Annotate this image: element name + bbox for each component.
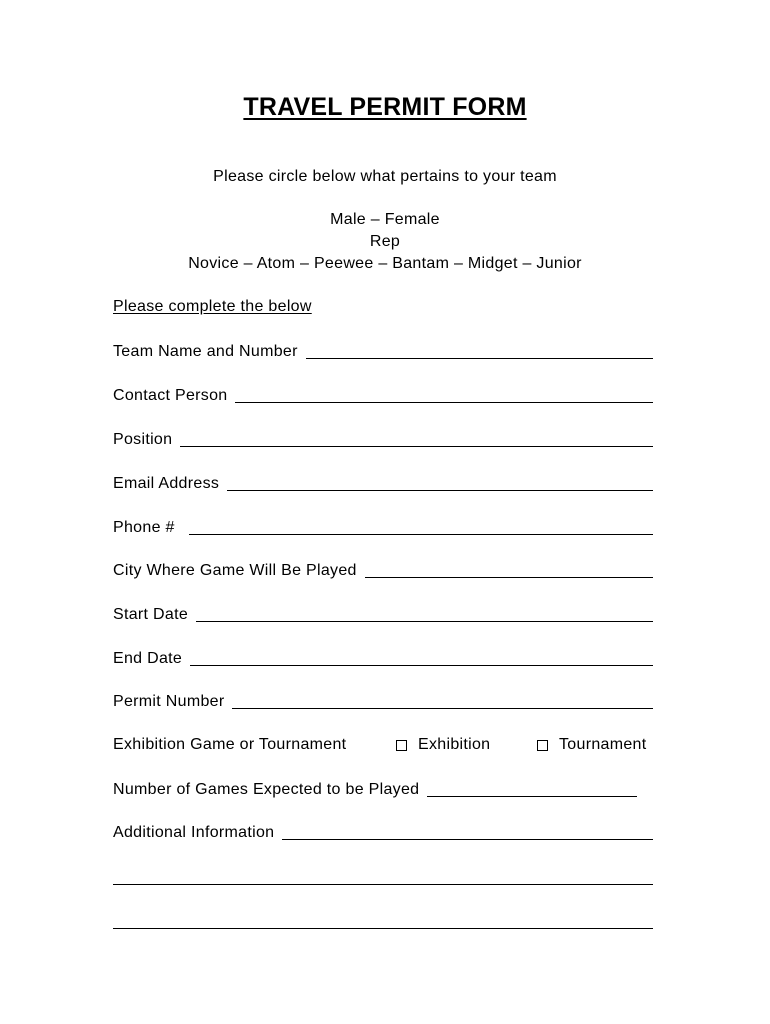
contact-person-field (113, 384, 653, 406)
permit-number-label: Permit Number (113, 693, 225, 710)
end-date-label: End Date (113, 650, 183, 667)
tournament-checkbox[interactable] (537, 740, 548, 751)
contact-person-input-line[interactable] (235, 385, 653, 403)
additional-info-line-3[interactable] (113, 928, 653, 929)
contact-person-label: Contact Person (113, 387, 228, 404)
games-expected-input-line[interactable] (427, 779, 637, 797)
team-name-input-line[interactable] (306, 341, 653, 359)
exhibition-label: Exhibition (418, 736, 491, 753)
section-heading: Please complete the below (113, 298, 312, 315)
end-date-field (113, 647, 653, 669)
form-title: TRAVEL PERMIT FORM (243, 93, 527, 121)
level-option: Rep (369, 233, 401, 250)
email-field (113, 472, 653, 494)
start-date-label: Start Date (113, 606, 189, 623)
start-date-input-line[interactable] (196, 604, 653, 622)
additional-info-input-line[interactable] (282, 822, 653, 840)
team-name-field (113, 340, 653, 362)
games-expected-label: Number of Games Expected to be Played (113, 781, 420, 798)
permit-number-input-line[interactable] (232, 691, 653, 709)
email-label: Email Address (113, 475, 220, 492)
city-input-line[interactable] (365, 560, 653, 578)
start-date-field (113, 603, 653, 625)
tournament-checkbox-option[interactable] (537, 734, 647, 756)
division-options: Novice – Atom – Peewee – Bantam – Midget – Junior (188, 255, 582, 272)
position-field (113, 428, 653, 450)
phone-input-line[interactable] (189, 517, 653, 535)
additional-info-label: Additional Information (113, 824, 275, 841)
exhibition-checkbox-option[interactable] (396, 734, 490, 756)
additional-info-line-2[interactable] (113, 884, 653, 885)
exhibition-checkbox[interactable] (396, 740, 407, 751)
gender-options: Male – Female (330, 211, 440, 228)
city-field (113, 559, 653, 581)
instructions-text: Please circle below what pertains to your team (213, 168, 557, 185)
game-type-row (113, 734, 673, 756)
city-label: City Where Game Will Be Played (113, 562, 357, 579)
games-expected-field (113, 778, 653, 800)
position-label: Position (113, 431, 173, 448)
phone-field (113, 516, 653, 538)
additional-info-field (113, 821, 653, 843)
end-date-input-line[interactable] (190, 648, 653, 666)
phone-label: Phone # (113, 519, 175, 536)
team-name-label: Team Name and Number (113, 343, 298, 360)
position-input-line[interactable] (180, 429, 653, 447)
email-input-line[interactable] (227, 473, 653, 491)
game-type-label: Exhibition Game or Tournament (113, 736, 347, 753)
permit-number-field (113, 690, 653, 712)
tournament-label: Tournament (559, 736, 647, 753)
